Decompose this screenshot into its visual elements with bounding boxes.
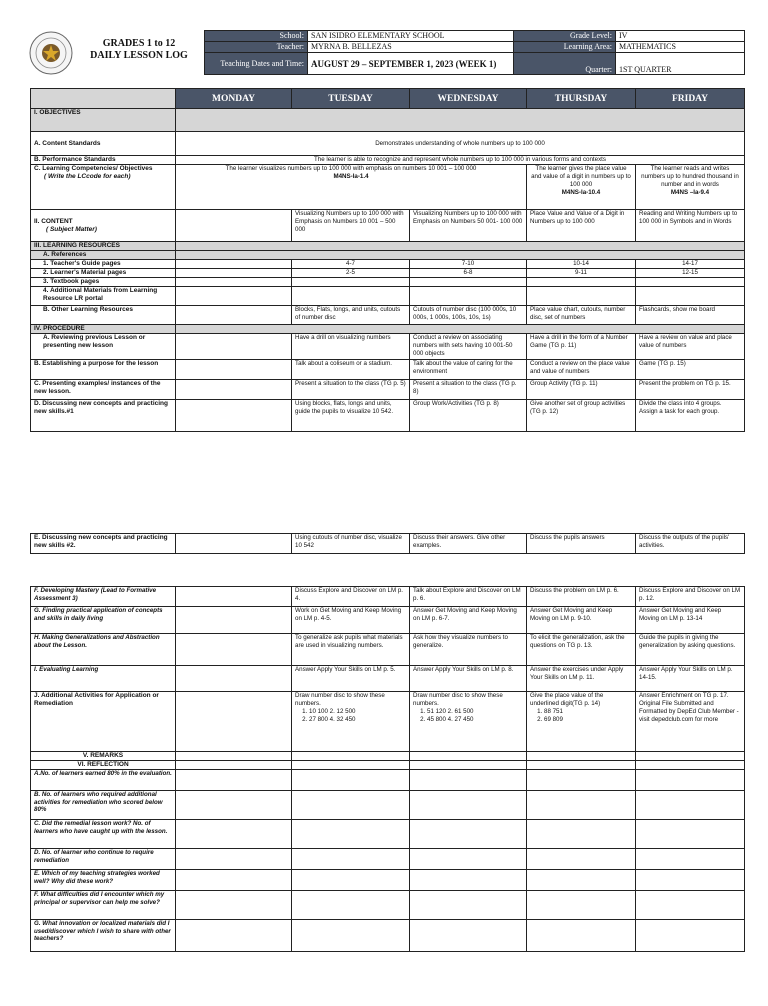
proc-d-wed: Group Work/Activities (TG p. 8)	[410, 400, 527, 432]
proc-g-wed: Answer Get Moving and Keep Moving on LM p. 6-7.	[410, 607, 527, 634]
proc-b-mon	[176, 360, 292, 380]
procedure-blank	[176, 325, 745, 334]
proc-j-wed-intro: Draw number disc to show these numbers.	[413, 692, 503, 707]
content-mon	[176, 210, 292, 242]
tb-thu	[527, 278, 636, 287]
references-label: A. References	[31, 251, 176, 260]
ref-g-fri	[636, 920, 745, 952]
proc-d-tue: Using blocks, flats, longs and units, guide the pupils to visualize 10 542.	[292, 400, 410, 432]
am-mon	[176, 287, 292, 306]
ref-g-thu	[527, 920, 636, 952]
proc-j-tue-item: 1. 10 100 2. 12 500	[309, 708, 406, 716]
references-blank	[176, 251, 745, 260]
proc-c-label: C. Presenting examples/ instances of the new lesson.	[31, 380, 176, 400]
ref-e-thu	[527, 870, 636, 891]
ref-e-mon	[176, 870, 292, 891]
ref-d-wed	[410, 849, 527, 870]
other-mon	[176, 306, 292, 325]
proc-j-thu-item: 1. 88 751	[544, 708, 632, 716]
competency-mon-wed-text: The learner visualizes numbers up to 100 000 with emphasis on numbers 10 001 – 100 000	[225, 165, 477, 172]
proc-a-mon	[176, 334, 292, 360]
proc-a-tue: Have a drill on visualizing numbers	[292, 334, 410, 360]
proc-d-mon	[176, 400, 292, 432]
remarks-wed	[410, 752, 527, 761]
proc-f-mon	[176, 587, 292, 607]
lm-tue: 2-5	[292, 269, 410, 278]
content-standards-value: Demonstrates understanding of whole numbers up to 100 000	[176, 132, 745, 156]
competency-mon-wed	[176, 165, 527, 210]
proc-i-label: I. Evaluating Learning	[31, 666, 176, 692]
proc-e-mon	[176, 534, 292, 554]
lesson-table-part3	[30, 586, 745, 952]
deped-seal	[29, 31, 73, 75]
performance-standards-label: B. Performance Standards	[31, 156, 176, 165]
proc-j-wed	[410, 692, 527, 752]
ref-e-tue	[292, 870, 410, 891]
proc-f-label: F. Developing Mastery (Lead to Formative Assessment 3)	[31, 587, 176, 607]
proc-f-wed: Talk about Explore and Discover on LM p. 6.	[410, 587, 527, 607]
grade-label: Grade Level:	[514, 31, 616, 42]
lm-label: 2. Learner's Material pages	[31, 269, 176, 278]
remarks-tue	[292, 752, 410, 761]
reflection-tue	[292, 761, 410, 770]
proc-j-thu-item: 2. 69 809	[544, 716, 632, 724]
content-title: II. CONTENT	[34, 217, 73, 225]
proc-d-label: D. Discussing new concepts and practicing new skills.#1	[31, 400, 176, 432]
day-wednesday: WEDNESDAY	[410, 89, 527, 109]
header-info-table	[204, 30, 745, 75]
reflection-e: E. Which of my teaching strategies worked well? Why did these work?	[31, 870, 176, 891]
teacher-label: Teacher:	[205, 42, 308, 53]
resources-label: III. LEARNING RESOURCES	[31, 242, 176, 251]
ref-c-thu	[527, 820, 636, 849]
proc-j-label: J. Additional Activities for Application or Remediation	[31, 692, 176, 752]
remarks-fri	[636, 752, 745, 761]
other-fri: Flashcards, show me board	[636, 306, 745, 325]
performance-standards-value: The learner is able to recognize and represent whole numbers up to 100 000 in various forms and contexts	[176, 156, 745, 165]
ref-c-fri	[636, 820, 745, 849]
proc-a-wed: Conduct a review on associating numbers with sets having 10 001-50 000 objects	[410, 334, 527, 360]
am-wed	[410, 287, 527, 306]
reflection-label: VI. REFLECTION	[31, 761, 176, 770]
proc-c-thu: Group Activity (TG p. 11)	[527, 380, 636, 400]
content-standards-label: A. Content Standards	[31, 132, 176, 156]
ref-b-tue	[292, 791, 410, 820]
reflection-d: D. No. of learner who continue to require remediation	[31, 849, 176, 870]
tg-tue: 4-7	[292, 260, 410, 269]
proc-g-thu: Answer Get Moving and Keep Moving on LM p. 9-10.	[527, 607, 636, 634]
proc-h-mon	[176, 634, 292, 666]
competency-fri-text: The learner reads and writes numbers up to hundred thousand in number and in words	[641, 165, 739, 188]
proc-e-thu: Discuss the pupils answers	[527, 534, 636, 554]
proc-h-label: H. Making Generalizations and Abstraction about the Lesson.	[31, 634, 176, 666]
competency-thu-text: The learner gives the place value and value of a digit in numbers up to 100 000	[531, 165, 631, 188]
ref-a-thu	[527, 770, 636, 791]
tg-thu: 10-14	[527, 260, 636, 269]
quarter-value: 1ST QUARTER	[616, 53, 745, 75]
tg-label: 1. Teacher's Guide pages	[31, 260, 176, 269]
am-thu	[527, 287, 636, 306]
textbook-label: 3. Textbook pages	[31, 278, 176, 287]
competencies-label	[31, 165, 176, 210]
reflection-thu	[527, 761, 636, 770]
competency-fri-code: M4NS –Ia-9.4	[670, 189, 710, 196]
ref-c-tue	[292, 820, 410, 849]
proc-j-tue-item: 2. 27 800 4. 32 450	[309, 716, 406, 724]
am-tue	[292, 287, 410, 306]
proc-i-fri: Answer Apply Your Skills on LM p. 14-15.	[636, 666, 745, 692]
proc-h-wed: Ask how they visualize numbers to generalize.	[410, 634, 527, 666]
lm-fri: 12-15	[636, 269, 745, 278]
ref-b-thu	[527, 791, 636, 820]
competency-thu-code: M4NS-Ia-10.4	[561, 189, 601, 196]
log-title	[74, 38, 204, 62]
ref-b-fri	[636, 791, 745, 820]
additional-materials-label: 4. Additional Materials from Learning Resource LR portal	[31, 287, 176, 306]
proc-j-wed-item: 2. 45 800 4. 27 450	[427, 716, 523, 724]
content-thu: Place Value and Value of a Digit in Numbers up to 100 000	[527, 210, 636, 242]
proc-j-fri-text: Answer Enrichment on TG p. 17.	[639, 692, 729, 699]
other-wed: Cutouts of number disc (100 000s, 10 000s, 1 000s, 100s, 10s, 1s)	[410, 306, 527, 325]
tb-tue	[292, 278, 410, 287]
ref-a-wed	[410, 770, 527, 791]
ref-g-wed	[410, 920, 527, 952]
ref-b-mon	[176, 791, 292, 820]
reflection-fri	[636, 761, 745, 770]
teacher-value: MYRNA B. BELLEZAS	[308, 42, 514, 53]
proc-b-fri: Game (TG p. 15)	[636, 360, 745, 380]
proc-e-wed: Discuss their answers. Give other examples.	[410, 534, 527, 554]
ref-a-mon	[176, 770, 292, 791]
quarter-label: Quarter:	[514, 53, 616, 75]
proc-c-wed: Present a situation to the class (TG p. 8)	[410, 380, 527, 400]
other-resources-label: B. Other Learning Resources	[31, 306, 176, 325]
lesson-table-part2	[30, 533, 745, 554]
reflection-c: C. Did the remedial lesson work? No. of learners who have caught up with the lesson.	[31, 820, 176, 849]
proc-e-label: E. Discussing new concepts and practicing new skills #2.	[31, 534, 176, 554]
day-friday: FRIDAY	[636, 89, 745, 109]
proc-b-label: B. Establishing a purpose for the lesson	[31, 360, 176, 380]
tb-mon	[176, 278, 292, 287]
lm-mon	[176, 269, 292, 278]
ref-d-fri	[636, 849, 745, 870]
ref-g-mon	[176, 920, 292, 952]
corner-cell	[31, 89, 176, 109]
proc-g-fri: Answer Get Moving and Keep Moving on LM p. 13-14	[636, 607, 745, 634]
proc-g-mon	[176, 607, 292, 634]
competencies-title: C. Learning Competencies/ Objectives	[34, 165, 153, 172]
dates-label: Teaching Dates and Time:	[205, 53, 308, 75]
proc-f-thu: Discuss the problem on LM p. 6.	[527, 587, 636, 607]
content-wed: Visualizing Numbers up to 100 000 with Emphasis on Numbers 50 001- 100 000	[410, 210, 527, 242]
resources-blank	[176, 242, 745, 251]
lesson-table-part1	[30, 88, 745, 432]
ref-d-thu	[527, 849, 636, 870]
proc-e-fri: Discuss the outputs of the pupils' activities.	[636, 534, 745, 554]
objectives-blank	[176, 109, 745, 132]
tg-wed: 7-10	[410, 260, 527, 269]
reflection-g: G. What innovation or localized materials did I used/discover which I wish to share with other teachers?	[31, 920, 176, 952]
proc-j-thu	[527, 692, 636, 752]
content-label	[31, 210, 176, 242]
remarks-thu	[527, 752, 636, 761]
competency-thu	[527, 165, 636, 210]
day-tuesday: TUESDAY	[292, 89, 410, 109]
ref-c-wed	[410, 820, 527, 849]
reflection-f: F. What difficulties did I encounter which my principal or supervisor can help me solve?	[31, 891, 176, 920]
ref-f-wed	[410, 891, 527, 920]
competencies-sub: ( Write the LCcode for each)	[44, 173, 131, 180]
proc-h-thu: To elicit the generalization, ask the questions on TG p. 13.	[527, 634, 636, 666]
competency-mon-wed-code: M4NS-Ia-1.4	[333, 173, 369, 180]
proc-f-tue: Discuss Explore and Discover on LM p. 4.	[292, 587, 410, 607]
proc-g-label: G. Finding practical application of concepts and skills in daily living	[31, 607, 176, 634]
ref-a-tue	[292, 770, 410, 791]
day-thursday: THURSDAY	[527, 89, 636, 109]
proc-j-thu-intro: Give the place value of the underlined digit(TG p. 14)	[530, 692, 604, 707]
proc-h-tue: To generalize ask pupils what materials are used in visualizing numbers.	[292, 634, 410, 666]
proc-i-mon	[176, 666, 292, 692]
tb-fri	[636, 278, 745, 287]
content-fri: Reading and Writing Numbers up to 100 000 in Symbols and in Words	[636, 210, 745, 242]
reflection-a: A.No. of learners earned 80% in the evaluation.	[31, 770, 176, 791]
lm-thu: 9-11	[527, 269, 636, 278]
reflection-wed	[410, 761, 527, 770]
proc-h-fri: Guide the pupils in giving the generalization by asking questions.	[636, 634, 745, 666]
tg-fri: 14-17	[636, 260, 745, 269]
reflection-b: B. No. of learners who required additional activities for remediation who scored below 80%	[31, 791, 176, 820]
ref-a-fri	[636, 770, 745, 791]
lm-wed: 6-8	[410, 269, 527, 278]
proc-i-wed: Answer Apply Your Skills on LM p. 8.	[410, 666, 527, 692]
ref-g-tue	[292, 920, 410, 952]
proc-j-fri	[636, 692, 745, 752]
ref-b-wed	[410, 791, 527, 820]
procedure-label: IV. PROCEDURE	[31, 325, 176, 334]
tb-wed	[410, 278, 527, 287]
proc-g-tue: Work on Get Moving and Keep Moving on LM p. 4-5.	[292, 607, 410, 634]
ref-e-fri	[636, 870, 745, 891]
proc-e-tue: Using cutouts of number disc, visualize 10 542	[292, 534, 410, 554]
content-tue: Visualizing Numbers up to 100 000 with Emphasis on Numbers 10 001 – 500 000	[292, 210, 410, 242]
remarks-label: V. REMARKS	[31, 752, 176, 761]
ref-f-mon	[176, 891, 292, 920]
content-sub: ( Subject Matter)	[46, 225, 97, 233]
area-value: MATHEMATICS	[616, 42, 745, 53]
school-value: SAN ISIDRO ELEMENTARY SCHOOL	[308, 31, 514, 42]
competency-fri	[636, 165, 745, 210]
ref-f-tue	[292, 891, 410, 920]
proc-d-fri: Divide the class into 4 groups. Assign a task for each group.	[636, 400, 745, 432]
proc-j-wed-item: 1. 51 120 2. 61 500	[427, 708, 523, 716]
reflection-mon	[176, 761, 292, 770]
proc-f-fri: Discuss Explore and Discover on LM p. 12.	[636, 587, 745, 607]
proc-b-wed: Talk about the value of caring for the environment	[410, 360, 527, 380]
ref-c-mon	[176, 820, 292, 849]
proc-j-fri-note: Original File Submitted and Formatted by DepEd Club Member - visit depedclub.com for more	[639, 700, 739, 723]
proc-c-mon	[176, 380, 292, 400]
title-line1: GRADES 1 to 12	[102, 38, 176, 49]
grade-value: IV	[616, 31, 745, 42]
other-thu: Place value chart, cutouts, number disc, set of numbers	[527, 306, 636, 325]
ref-e-wed	[410, 870, 527, 891]
proc-j-mon	[176, 692, 292, 752]
proc-d-thu: Give another set of group activities (TG p. 12)	[527, 400, 636, 432]
proc-j-tue	[292, 692, 410, 752]
area-label: Learning Area:	[514, 42, 616, 53]
am-fri	[636, 287, 745, 306]
proc-b-thu: Conduct a review on the place value and value of numbers	[527, 360, 636, 380]
proc-c-fri: Present the problem on TG p. 15.	[636, 380, 745, 400]
tg-mon	[176, 260, 292, 269]
proc-i-thu: Answer the exercises under Apply Your Skills on LM p. 11.	[527, 666, 636, 692]
ref-f-fri	[636, 891, 745, 920]
school-label: School:	[205, 31, 308, 42]
objectives-label: I. OBJECTIVES	[31, 109, 176, 132]
proc-a-fri: Have a review on value and place value of numbers	[636, 334, 745, 360]
remarks-mon	[176, 752, 292, 761]
day-monday: MONDAY	[176, 89, 292, 109]
proc-b-tue: Talk about a coliseum or a stadium.	[292, 360, 410, 380]
proc-a-thu: Have a drill in the form of a Number Game (TG p. 11)	[527, 334, 636, 360]
other-tue: Blocks, Flats, longs, and units, cutouts of number disc	[292, 306, 410, 325]
ref-f-thu	[527, 891, 636, 920]
dates-value: AUGUST 29 – SEPTEMBER 1, 2023 (WEEK 1)	[308, 53, 514, 75]
title-line2: DAILY LESSON LOG	[90, 50, 188, 61]
ref-d-tue	[292, 849, 410, 870]
proc-a-label: A. Reviewing previous Lesson or presenting new lesson	[31, 334, 176, 360]
proc-c-tue: Present a situation to the class (TG p. 5)	[292, 380, 410, 400]
proc-i-tue: Answer Apply Your Skills on LM p. 5.	[292, 666, 410, 692]
proc-j-tue-intro: Draw number disc to show these numbers.	[295, 692, 385, 707]
ref-d-mon	[176, 849, 292, 870]
